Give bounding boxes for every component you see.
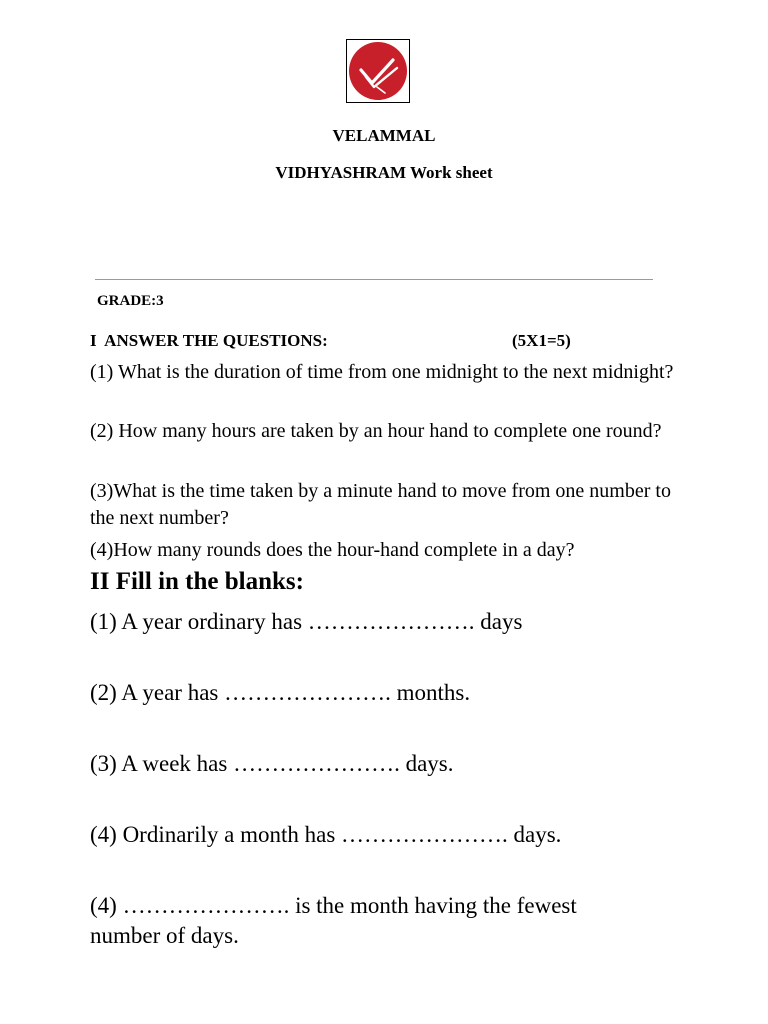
grade-label: GRADE:3	[97, 293, 164, 309]
section1-marks: (5X1=5)	[512, 331, 571, 350]
fill-blank-3: (3) A week has …………………. days.	[90, 751, 454, 776]
school-logo	[346, 39, 410, 103]
fill-blank-5: (4) …………………. is the month having the fewest number of days.	[90, 893, 577, 948]
question-4: (4)How many rounds does the hour-hand complete in a day?	[90, 539, 575, 561]
fill-blank-1: (1) A year ordinary has …………………. days	[90, 609, 523, 634]
velammal-logo-icon	[347, 40, 409, 102]
section1-heading-row	[90, 331, 590, 351]
school-name: VELAMMAL	[332, 126, 436, 145]
worksheet-title: VIDHYASHRAM Work sheet	[275, 163, 493, 182]
fill-blank-2: (2) A year has …………………. months.	[90, 680, 471, 705]
question-3: (3)What is the time taken by a minute hand to move from one number to the next number?	[90, 480, 671, 529]
question-1: (1) What is the duration of time from one midnight to the next midnight?	[90, 361, 674, 383]
section1-heading: I ANSWER THE QUESTIONS:	[90, 331, 328, 350]
divider-line	[95, 279, 653, 280]
question-2: (2) How many hours are taken by an hour hand to complete one round?	[90, 420, 662, 442]
fill-blank-4: (4) Ordinarily a month has …………………. days.	[90, 822, 562, 847]
section2-heading: II Fill in the blanks:	[90, 568, 304, 595]
